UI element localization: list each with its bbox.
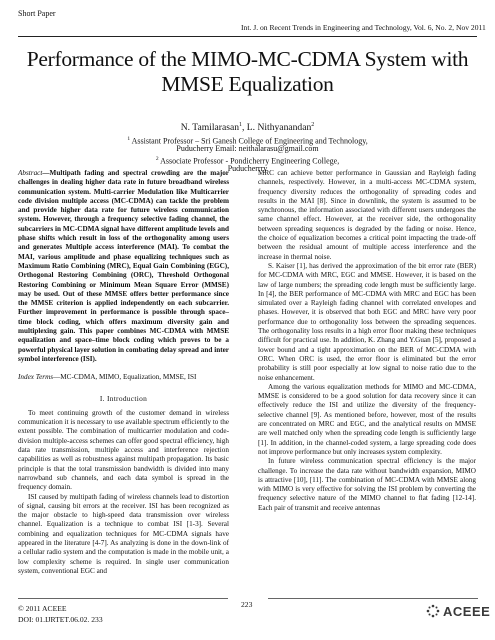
aceee-logo: [426, 602, 491, 620]
affiliation-1-sup: 1: [127, 136, 131, 142]
intro-paragraph-1: To meet continuing growth of the customer demand in wireless communication it is necessary to use available spectrum efficiently to the extent possible. The combination of multicarrier modulation and code-division multiple-access schemes can offer good spectral efficiency, high data rate transmission, multiple access and interference rejection capabilities as well as robustness against multipath propagation. Its basic principle is that the total transmission bandwidth is divided into many narrowband sub channels, and each data symbol is spread in the frequency domain.: [18, 408, 229, 492]
index-terms-text: —MC-CDMA, MIMO, Equalization, MMSE, ISI: [53, 373, 197, 382]
short-paper-label: Short Paper: [18, 9, 56, 18]
footer-rule-left: [18, 598, 228, 599]
author-1-sup: 1: [239, 122, 242, 128]
right-paragraph-2: S. Kaiser [1], has derived the approximation of the bit error rate (BER) for MC-CDMA with MRC, EGC and MMSE. However, it is based on the law of large numbers; the spreading code length must be sufficiently large. In [4], the BER performance of MC-CDMA with MRC and EGC has been simulated over a Rayleigh fading channel with correlated envelopes and phases. However, it is observed that both EGC and MRC have very poor performance due to orthogonality loss between the spreading sequences. The orthogonality loss results in a high error floor making these techniques difficult for practical use. In addition, K. Zhang and Y.Guan [5], proposed a lower bound and a tight approximation on the BER of MC-CDMA with ORC. When ORC is used, the error floor is eliminated but the error probability is still poor especially at low signal to noise ratio due to the noise enhancement.: [258, 261, 476, 382]
authors: [0, 122, 495, 133]
abstract: [18, 169, 229, 364]
doi: DOI: 01.IJRTET.06.02. 233: [18, 615, 103, 624]
aceee-logo-text: ACEEE: [443, 603, 491, 619]
right-paragraph-3: Among the various equalization methods for MIMO and MC-CDMA, MMSE is considered to be a good solution for data recovery since it can effectively reduce the ISI and utilize the diversity of the frequency-selective channel [9]. As mentioned before, however, most of the results are concentrated on MRC and EGC, and the analytical results on MMSE are well matched only when the spreading code length is sufficiently large [1]. In addition, in the channel-coded system, a large spreading code does not improve performance but only increases system complexity.: [258, 382, 476, 456]
index-terms: [18, 373, 229, 382]
right-paragraph-1: MRC can achieve better performance in Gaussian and Rayleigh fading channels, respectively. However, in a multi-access MC-CDMA system, frequency diversity reduces the orthogonality of spreading codes and results in the MAI [8]. Since in downlink, the system is assumed to be synchronous, the information associated with different users undergoes the same channel effect. However, at the receiver side, the orthogonality between spreading sequences is degraded by the fading or noise. Hence, the choice of equalization becomes a critical point impacting the trade-off between the residual amount of multiple access interference and the increase in thermal noise.: [258, 169, 476, 261]
right-column: [258, 169, 476, 513]
footer-rule-right: [268, 598, 478, 599]
section-heading-introduction: I. Introduction: [99, 393, 148, 403]
left-column: [18, 169, 229, 576]
abstract-text: —Multipath fading and spectral crowding are the major challenges in dealing higher data rate in future broadband wireless communication system. Multi-carrier Modulation like Multicarrier code division multiple access (MC-CDMA) can tackle the problem and provide higher data rate for future wireless communication system. However, through a frequency selective fading channel, the subcarriers in MC-CDMA signal have different amplitude levels and phase shifts which result in loss of the orthogonality among users and generates Multiple access interference (MAI). To combat the MAI, various amplitude and phase equalizing techniques such as Maximum Ratio Combining (MRC), Equal Gain Combining (EGC), Orthogonal Restoring Combining (ORC), Threshold Orthogonal Restoring Combining or Minimum Mean Square Error (MMSE) may be used. Out of these MMSE offers better performance since the MMSE criterion is applied independently on each subcarrier. Further improvement in performance is possible through space–time block coding, which offers maximum diversity gain and multiplexing gain. This paper combines MC-CDMA with MMSE equalization and space–time block coding which proves to be a powerful physical layer solution in combating delay spread and inter symbol interference (ISI).: [18, 169, 229, 363]
copyright: © 2011 ACEEE: [18, 604, 67, 613]
intro-paragraph-2: ISI caused by multipath fading of wireless channels lead to distortion of signal, causing bit errors at the receiver. ISI has been recognized as the major obstacle to high-speed data transmission over wireless channel. Equalization is a technique to combat ISI [1-3]. Several combining and equalization techniques for MC-CDMA signals have appeared in the literature [4-7]. As analyzing is done in the down-link of a cellular radio system and the computation is made in the mobile unit, a low complexity scheme is required. In single user communication system, conventional EGC and: [18, 492, 229, 575]
title-line-2: MMSE Equalization: [161, 72, 334, 96]
affiliation-1-city: Puducherry Email: neithalarasu@gmail.com: [176, 144, 319, 153]
title-line-1: Performance of the MIMO-MC-CDMA System with: [26, 47, 469, 71]
affiliation-1-text: Assistant Professor – Sri Ganesh College of Engineering and Technology,: [130, 136, 368, 146]
paper-title: [20, 47, 475, 97]
affiliation-2-text: Associate Professor - Pondicherry Engineering College,: [158, 156, 340, 166]
header-rule: [18, 36, 477, 37]
page-number: 223: [241, 600, 253, 609]
affiliation-2-city: Puducherrry: [227, 164, 268, 173]
author-2: , L. Nithyanandan: [242, 122, 312, 134]
author-1: N. Tamilarasan: [180, 122, 239, 134]
author-2-sup: 2: [311, 122, 315, 128]
affiliation-2-sup: 2: [155, 156, 159, 162]
abstract-label: Abstract: [18, 169, 43, 177]
right-paragraph-4: In future wireless communication spectral efficiency is the major challenge. To increase the data rate without bandwidth expansion, MIMO is attractive [10], [11]. The combination of MC-CDMA with MMSE along with MIMO is very effective for solving the ISI problem by converting the frequency selective nature of the MIMO channel to flat fading [12-14]. Each pair of transmit and receive antennas: [258, 457, 476, 512]
aceee-logo-icon: [426, 604, 440, 618]
journal-citation: Int. J. on Recent Trends in Engineering and Technology, Vol. 6, No. 2, Nov 2011: [241, 23, 486, 32]
index-terms-label: Index Terms: [18, 373, 54, 382]
